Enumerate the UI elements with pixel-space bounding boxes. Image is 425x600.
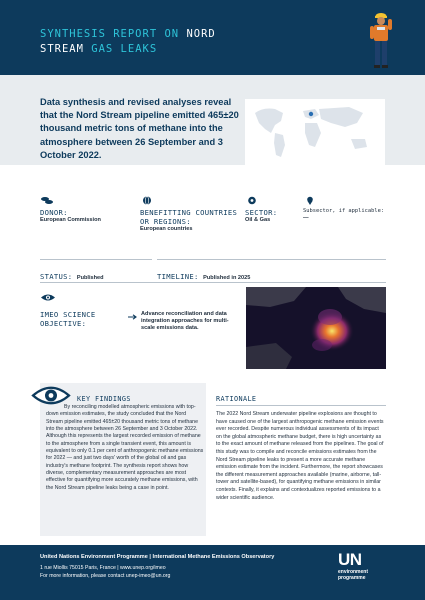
footer-organization: United Nations Environment Programme | International Methane Emissions Observatory [40, 554, 275, 560]
logo-subtext: environment [338, 569, 369, 575]
gear-icon [245, 196, 259, 205]
rationale-text: The 2022 Nord Stream underwater pipeline explosions are thought to have caused one of the largest anthropogenic methane emission events ever recorded. Despite numerous individual assessments of its impact on the global atmospheric methane budget, there is high uncertainty as to the exact amount of methane released from the pipelines. The goal of this study was to compile and reconcile emissions estimates from the Nord Stream pipeline leaks to present a more accurate methane emission estimate from the incident. Furthermore, the report showcases the different measurement approaches available (marine, airborne, tall-tower and satellite-based), for quantifying methane emissions in similar contexts. Finally, it explains and contextualizes reported emissions to a wider scientific audience. [216, 411, 384, 501]
satellite-methane-image [246, 287, 386, 369]
key-findings-title: KEY FINDINGS [77, 395, 131, 403]
donor-label: DONOR: [40, 208, 68, 217]
eye-icon [40, 293, 56, 302]
timeline-label: TIMELINE: [157, 272, 199, 281]
sector-label: SECTOR: [245, 208, 278, 217]
footer-contact: For more information, please contact unep-imeo@un.org [40, 573, 171, 579]
title-segment: STREAM [40, 43, 92, 55]
subsector-label: Subsector, if applicable: [303, 208, 385, 214]
key-findings-text: By reconciling modelled atmospheric emissions with top-down emission estimates, the study concluded that the Nord Stream pipeline emitted 465±20 thousand metric tons of methane into the atmosphere between 26 September and 3 October 2022. Although this represents the largest recorded emission of methane to the atmosphere from a single transient event, this amount is equivalent to only 0.1 per cent of anthropogenic methane emissions for 2022 — and just two days' worth of the global oil and gas industry's methane footprint. The synthesis report shows how diverse, complementary measurement approaches are most effective for quantifying more accurately methane emissions, with the Nord Stream pipeline leaks being a case in point. [46, 404, 204, 491]
arrow-right-icon [128, 314, 138, 320]
world-map-icon [245, 99, 385, 165]
donor-value: European Commission [40, 217, 101, 223]
divider [40, 282, 386, 283]
sector-value: Oil & Gas [245, 217, 271, 223]
footer-address: 1 rue Miollis 75015 Paris, France | www.unep.org/imeo [40, 565, 166, 571]
divider [40, 259, 152, 260]
countries-value: European countries [140, 226, 193, 232]
objective-label: IMEO SCIENCE OBJECTIVE: [40, 310, 96, 328]
countries-label: BENEFITTING COUNTRIES OR REGIONS: [140, 208, 238, 226]
divider [216, 405, 386, 406]
objective-value: Advance reconciliation and data integration approaches for multi-scale emissions data. [141, 311, 229, 331]
coins-icon [40, 196, 54, 205]
subsector-value: — [303, 215, 309, 221]
status-value: Published [76, 275, 104, 281]
pin-icon [303, 196, 317, 205]
logo-text: UN [338, 550, 362, 569]
worker-illustration [366, 8, 396, 70]
divider [157, 259, 386, 260]
location-marker [309, 112, 313, 116]
timeline-value: Published in 2025 [203, 275, 251, 281]
title-segment: NORD [186, 28, 216, 40]
globe-icon [140, 196, 154, 205]
unep-logo [338, 551, 388, 591]
lead-summary: Data synthesis and revised analyses reveal that the Nord Stream pipeline emitted 465±20 thousand metric tons of methane into the atmosphere between 26 September and 3 October 2022. [40, 97, 239, 160]
status-label: STATUS: [40, 272, 73, 281]
rationale-title: RATIONALE [216, 395, 257, 403]
report-title [40, 27, 330, 57]
title-segment: GAS LEAKS [91, 43, 158, 55]
logo-subtext: programme [338, 575, 366, 581]
title-segment: SYNTHESIS REPORT ON [40, 28, 187, 40]
